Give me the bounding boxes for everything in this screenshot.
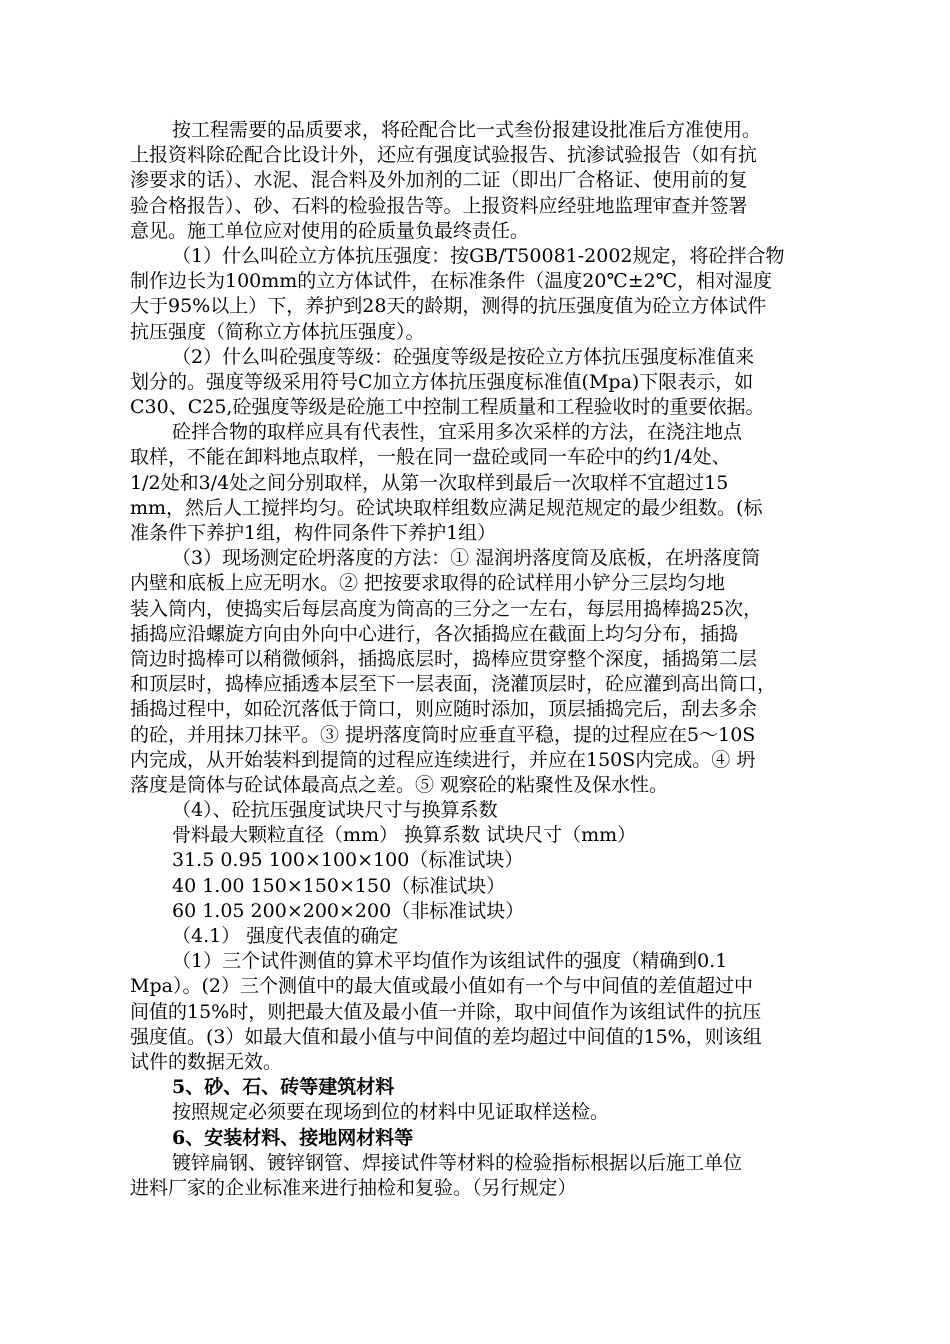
text-line: 1/2处和3/4处之间分别取样，从第一次取样到最后一次取样不宜超过15 <box>130 471 729 494</box>
text-line: 渗要求的话）、水泥、混合料及外加剂的二证（即出厂合格证、使用前的复 <box>130 169 748 192</box>
text-line: 试件的数据无效。 <box>130 1050 283 1073</box>
text-line: 大于95%以上）下，养护到28天的龄期，测得的抗压强度值为砼立方体试件 <box>130 295 767 318</box>
text-line: 取样，不能在卸料地点取样，一般在同一盘砼或同一车砼中的约1/4处、 <box>130 446 731 469</box>
text-line: 间值的15%时，则把最大值及最小值一并除，取中间值作为该组试件的抗压 <box>130 1000 762 1023</box>
text-line: 抗压强度（简称立方体抗压强度）。 <box>130 320 425 343</box>
section-heading: 5、砂、石、砖等建筑材料 <box>172 1076 395 1099</box>
text-line: 按照规定必须要在现场到位的材料中见证取样送检。 <box>172 1101 610 1124</box>
text-line: （3）现场测定砼坍落度的方法：① 湿润坍落度筒及底板，在坍落度筒 <box>172 547 761 570</box>
text-line: 落度是筒体与砼试体最高点之差。⑤ 观察砼的粘聚性及保水性。 <box>130 773 669 796</box>
text-line: 砼拌合物的取样应具有代表性，宜采用多次采样的方法，在浇注地点 <box>172 421 743 444</box>
section-heading: 6、安装材料、接地网材料等 <box>172 1126 414 1149</box>
text-line: 的砼，并用抹刀抹平。③ 提坍落度筒时应垂直平稳，提的过程应在5～10S <box>130 723 756 746</box>
text-line: （4.1） 强度代表值的确定 <box>172 925 399 947</box>
text-line: 强度值。(3）如最大值和最小值与中间值的差均超过中间值的15%，则该组 <box>130 1025 762 1048</box>
text-line: 骨料最大颗粒直径（mm） 换算系数 试块尺寸（mm） <box>172 824 637 847</box>
text-line: 31.5 0.95 100×100×100（标准试块） <box>172 849 524 872</box>
text-line: （2）什么叫砼强度等级：砼强度等级是按砼立方体抗压强度标准值来 <box>172 345 755 368</box>
text-line: （1）什么叫砼立方体抗压强度：按GB/T50081-2002规定，将砼拌合物 <box>172 244 785 267</box>
text-line: 上报资料除砼配合比设计外，还应有强度试验报告、抗渗试验报告（如有抗 <box>130 144 758 167</box>
text-line: C30、C25,砼强度等级是砼施工中控制工程质量和工程验收时的重要依据。 <box>130 396 765 419</box>
text-line: 镀锌扁钢、镀锌钢管、焊接试件等材料的检验指标根据以后施工单位 <box>172 1151 743 1174</box>
text-line: 制作边长为100mm的立方体试件，在标准条件（温度20℃±2℃，相对湿度 <box>130 270 772 293</box>
text-line: 划分的。强度等级采用符号C加立方体抗压强度标准值(Mpa)下限表示，如 <box>130 370 754 393</box>
text-line: 内壁和底板上应无明水。② 把按要求取得的砼试样用小铲分三层均匀地 <box>130 572 726 595</box>
text-line: Mpa）。(2）三个测值中的最大值或最小值如有一个与中间值的差值超过中 <box>130 975 753 998</box>
text-line: mm，然后人工搅拌均匀。砼试块取样组数应满足规范规定的最少组数。(标 <box>130 496 763 519</box>
text-line: （4）、砼抗压强度试块尺寸与换算系数 <box>172 799 498 822</box>
text-line: 装入筒内，使捣实后每层高度为筒高的三分之一左右，每层用捣棒捣25次， <box>130 597 763 620</box>
text-line: 插捣过程中，如砼沉落低于筒口，则应随时添加，顶层插捣完后，刮去多余 <box>130 698 758 721</box>
text-line: 内完成，从开始装料到提筒的过程应连续进行，并应在150S内完成。④ 坍 <box>130 748 756 771</box>
text-line: 和顶层时，捣棒应插透本层至下一层表面，浇灌顶层时，砼应灌到高出筒口， <box>130 673 777 696</box>
text-line: 按工程需要的品质要求，将砼配合比一式叁份报建设批准后方准使用。 <box>172 119 762 141</box>
document-body <box>130 118 865 1201</box>
text-line: （1）三个试件测值的算术平均值作为该组试件的强度（精确到0.1 <box>172 950 728 973</box>
text-line: 意见。施工单位应对使用的砼质量负最终责任。 <box>130 219 530 242</box>
text-line: 60 1.05 200×200×200（非标准试块） <box>172 899 525 922</box>
text-line: 40 1.00 150×150×150（标准试块） <box>172 874 506 897</box>
text-line: 准条件下养护1组，构件同条件下养护1组） <box>130 522 497 544</box>
text-line: 验合格报告）、砂、石料的检验报告等。上报资料应经驻地监理审查并签署 <box>130 194 748 217</box>
text-line: 插捣应沿螺旋方向由外向中心进行，各次插捣应在截面上均匀分布，插捣 <box>130 622 739 645</box>
text-line: 筒边时捣棒可以稍微倾斜，插捣底层时，捣棒应贯穿整个深度，插捣第二层 <box>130 647 758 670</box>
text-line: 进料厂家的企业标准来进行抽检和复验。（另行规定） <box>130 1176 577 1199</box>
